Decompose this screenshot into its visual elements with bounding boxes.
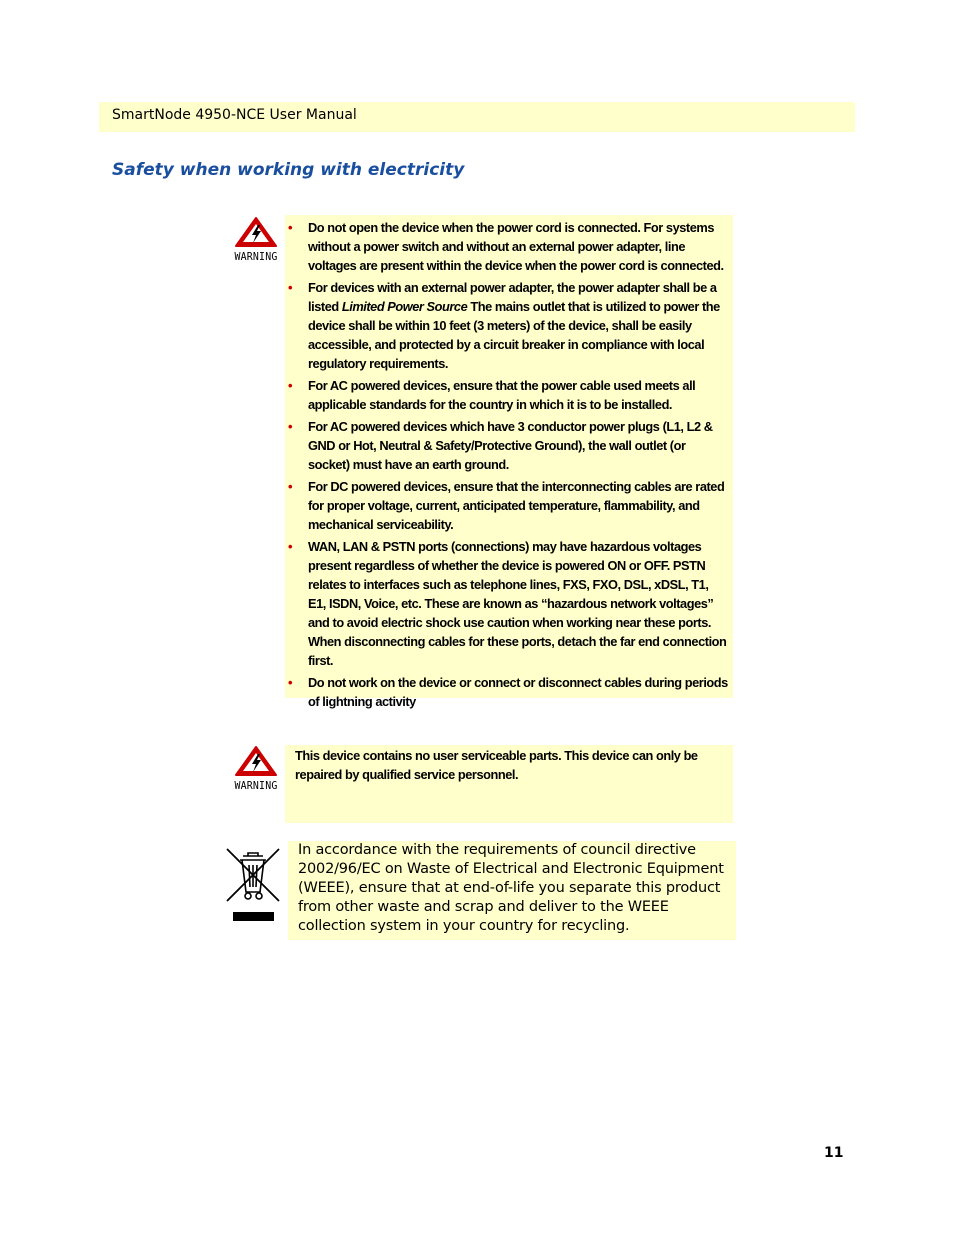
lightning-warning-icon [234, 745, 278, 777]
weee-notice-box [288, 841, 736, 940]
list-item: • For AC powered devices, ensure that the power cable used meets all applicable standards for the country in which it is to be installed. [288, 378, 696, 412]
list-item: • Do not open the device when the power cord is connected. For systems without a power switch and without an external power adapter, line voltages are present within the device when the power cord is connected. [288, 220, 724, 273]
manual-title: SmartNode 4950-NCE User Manual [112, 107, 357, 123]
list-item: • For devices with an external power adapter, the power adapter shall be a listed Limited Power Source The mains outlet that is utilized to power the device shall be within 10 feet (3 meters) of the device, shall be easily accessible, and protected by a circuit breaker in compliance with local regulatory requirements. [288, 280, 720, 371]
emphasis-text: Limited Power Source [341, 299, 468, 314]
list-item: • For AC powered devices which have 3 conductor power plugs (L1, L2 & GND or Hot, Neutral & Safety/Protective Ground), the wall outlet (or socket) must have an earth ground. [288, 419, 713, 472]
crossed-out-bin-icon [224, 846, 282, 924]
lightning-warning-icon [234, 216, 278, 248]
warning-label: WARNING [234, 250, 278, 263]
warning-icon-block-1 [228, 216, 284, 263]
warning-text: This device contains no user serviceable parts. This device can only be repaired by qualified service personnel. [295, 748, 698, 782]
section-title: Safety when working with electricity [112, 160, 465, 180]
warning-box-service [285, 745, 733, 823]
page-number: 11 [824, 1145, 844, 1161]
warning-label: WARNING [234, 779, 278, 792]
warning-icon-block-2 [228, 745, 284, 792]
list-item: • WAN, LAN & PSTN ports (connections) may have hazardous voltages present regardless of whether the device is powered ON or OFF. PSTN relates to interfaces such as telephone lines, FXS, FXO, DSL, xDSL, T1, E1, ISDN, Voice, etc. These are known as “hazardous network voltages” and to avoid electric shock use caution when working near these ports. When disconnecting cables for these ports, detach the far end connection first. [288, 539, 727, 668]
warning-box-electricity [285, 215, 733, 709]
running-header [99, 102, 855, 132]
warning-list [285, 218, 729, 711]
list-item: • For DC powered devices, ensure that the interconnecting cables are rated for proper voltage, current, anticipated temperature, flammability, and mechanical serviceability. [288, 479, 725, 532]
list-item: • Do not work on the device or connect or disconnect cables during periods of lightning activity [288, 675, 728, 709]
weee-text: In accordance with the requirements of council directive 2002/96/EC on Waste of Electrical and Electronic Equipment (WEEE), ensure that at end-of-life you separate this product from other waste and scrap and deliver to the WEEE collection system in your country for recycling. [298, 842, 724, 934]
